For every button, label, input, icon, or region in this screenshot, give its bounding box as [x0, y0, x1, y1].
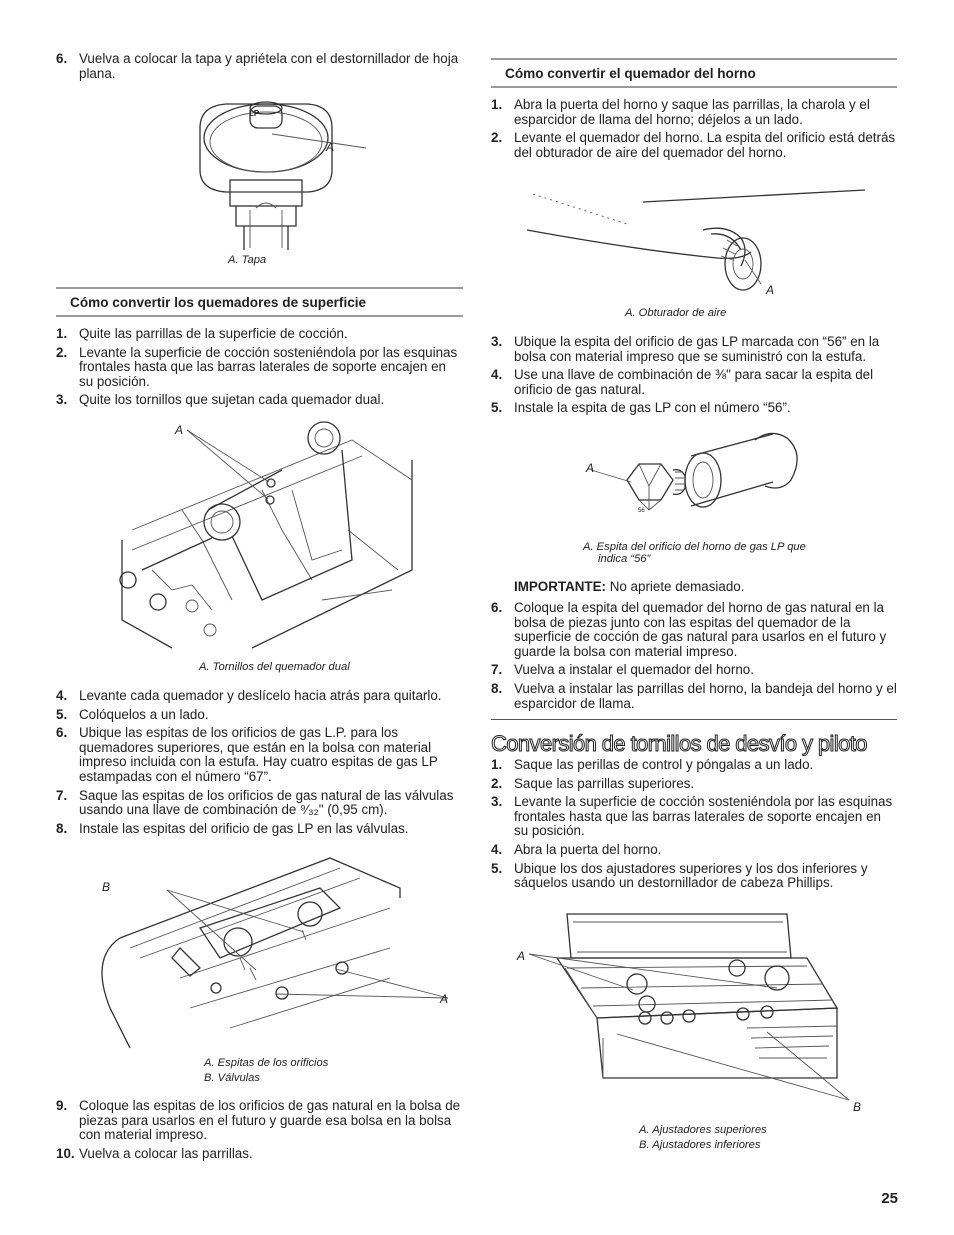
list-item: 2. Saque las parrillas superiores. [491, 775, 695, 791]
fig4-label-a: A [766, 283, 775, 297]
list-item: 5. Colóquelos a un lado. [56, 706, 209, 722]
step-list-oven-3 [491, 601, 897, 711]
list-item: 4. Use una llave de combinación de ⅜" para sacar la espita del orificio de gas natural. [491, 367, 874, 397]
fig5-label-a: A [586, 461, 595, 475]
fig2-caption: A. Tornillos del quemador dual [199, 661, 350, 673]
section-heading-oven-burner: Cómo convertir el quemador del horno [491, 58, 897, 88]
fig5-caption-line1: A. Espita del orificio del horno de gas LP que [583, 541, 806, 553]
dual-burner-illustration [112, 420, 412, 650]
oven-burner-illustration [527, 180, 867, 300]
step-list-surface-1 [56, 327, 463, 408]
fig2-label-a: A [175, 423, 184, 437]
fig6-caption-b: B. Ajustadores inferiores [639, 1139, 761, 1151]
list-item: 3. Quite los tornillos que sujetan cada quemador dual. [56, 392, 385, 408]
main-section-title: Conversión de tornillos de desvío y piloto [491, 719, 897, 757]
orifice-spud-illustration [591, 428, 811, 522]
fig3-label-a: A [440, 992, 449, 1006]
step-list-oven-1 [491, 98, 897, 160]
list-item: 6. Vuelva a colocar la tapa y apriétela con el destornillador de hoja plana. [56, 51, 459, 81]
list-item: 6. Ubique las espitas de los orificios de gas L.P. para los quemadores superiores, que están en la bolsa con material impreso incluida con la estufa. Hay cuatro espitas de gas LP estampadas con el número “67”. [56, 725, 438, 784]
fig6-caption-a: A. Ajustadores superiores [639, 1124, 767, 1136]
list-item: 5. Instale la espita de gas LP con el número “56”. [491, 400, 791, 416]
orifice-valves-illustration [70, 848, 430, 1048]
list-item: 2. Levante la superficie de cocción sosteniéndola por las esquinas frontales hasta que las barras laterales de soporte encajen en su posición. [56, 344, 458, 389]
list-item: 1. Quite las parrillas de la superficie de cocción. [56, 326, 348, 341]
list-item: 8. Instale las espitas del orificio de gas LP en las válvulas. [56, 820, 409, 836]
list-item: 3. Ubique la espita del orificio de gas LP marcada con “56” en la bolsa con material impreso que se suministró con la estufa. [491, 334, 880, 364]
fig3-caption-a: A. Espitas de los orificios [204, 1057, 329, 1069]
list-item: 8. Vuelva a instalar las parrillas del horno, la bandeja del horno y el esparcidor de llama. [491, 680, 897, 711]
important-note [514, 579, 744, 594]
list-item: 4. Levante cada quemador y deslícelo hacia atrás para quitarlo. [56, 688, 442, 703]
fig1-caption: A. Tapa [228, 254, 267, 266]
fig1-label-a: A [326, 140, 335, 154]
cap-lp-text: LP [249, 109, 260, 118]
fig3-caption-b: B. Válvulas [204, 1072, 260, 1084]
list-item: 5. Ubique los dos ajustadores superiores y los dos inferiores y sáquelos usando un destornillador de cabeza Phillips. [491, 860, 868, 891]
step-list-left-intro [56, 52, 463, 81]
important-text: No apriete demasiado. [606, 579, 745, 594]
list-item: 4. Abra la puerta del horno. [491, 841, 662, 857]
important-label: IMPORTANTE: [514, 579, 606, 594]
page-number: 25 [881, 1190, 898, 1207]
range-adjusters-illustration [537, 908, 867, 1108]
section-heading-surface-burners: Cómo convertir los quemadores de superficie [56, 287, 463, 317]
step-list-surface-3 [56, 1099, 463, 1161]
step-list-surface-2 [56, 689, 463, 836]
list-item: 1. Abra la puerta del horno y saque las parrillas, la charola y el esparcidor de llama del horno; déjelos a un lado. [491, 97, 870, 127]
step-list-bypass [491, 758, 897, 891]
list-item: 10. Vuelva a colocar las parrillas. [56, 1145, 253, 1161]
list-item: 7. Vuelva a instalar el quemador del horno. [491, 662, 754, 678]
list-item: 9. Coloque las espitas de los orificios de gas natural en la bolsa de piezas para usarlos en el futuro y guarde esa bolsa en la bolsa con material impreso. [56, 1098, 461, 1143]
fig5-caption-line2: indica “56” [598, 553, 651, 565]
list-item: 2. Levante el quemador del horno. La espita del orificio está detrás del obturador de aire del quemador del horno. [491, 130, 896, 160]
list-item: 3. Levante la superficie de cocción sosteniéndola por las esquinas frontales hasta que las barras laterales de soporte encajen en su posición. [491, 794, 893, 839]
spud-stamp-text: 56 [638, 508, 645, 514]
step-list-oven-2 [491, 335, 897, 416]
list-item: 7. Saque las espitas de los orificios de gas natural de las válvulas usando una llave de combinación de ⁹⁄₃₂" (0,95 cm). [56, 787, 454, 818]
fig4-caption: A. Obturador de aire [625, 307, 727, 319]
fig6-label-b: B [853, 1100, 862, 1114]
list-item: 1. Saque las perillas de control y póngalas a un lado. [491, 757, 814, 772]
fig6-label-a: A [517, 949, 526, 963]
list-item: 6. Coloque la espita del quemador del horno de gas natural en la bolsa de piezas junto con las espitas del quemador de la superficie de cocción de gas natural para usarlos en el futuro y guarde la bolsa con material impreso. [491, 600, 887, 659]
cap-illustration [196, 98, 376, 250]
fig3-label-b: B [102, 880, 111, 894]
